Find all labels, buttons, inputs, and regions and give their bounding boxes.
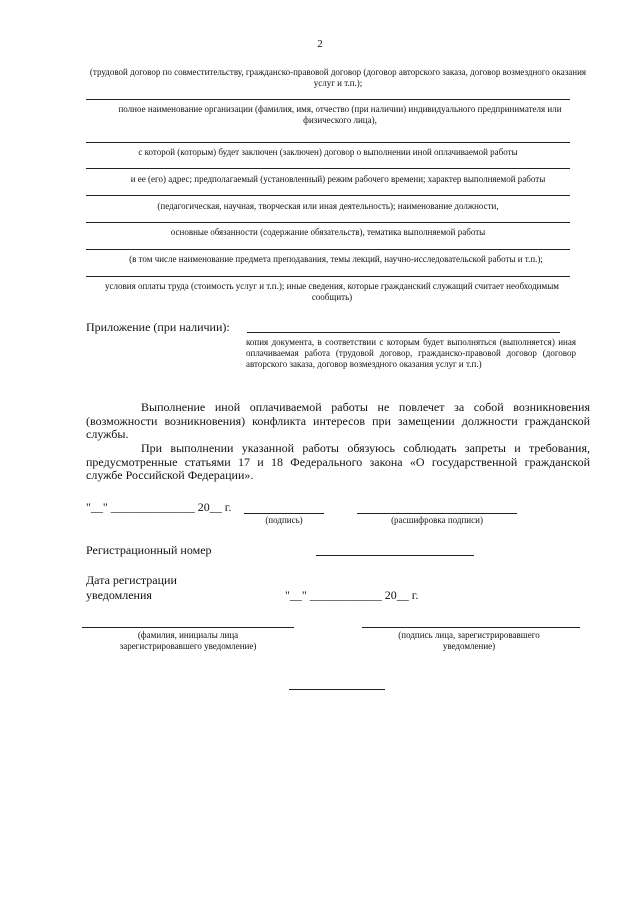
registration-date-label-2: уведомления: [86, 588, 152, 602]
registrar-name-line: [82, 627, 294, 628]
signature-caption: (подпись): [265, 515, 303, 525]
caption-activity-position: (педагогическая, научная, творческая или иная деятельность); наименование должности,: [157, 201, 499, 211]
registrar-sign-caption: (подпись лица, зарегистрировавшего уведомление): [398, 630, 540, 651]
fill-line: [86, 249, 570, 250]
signature-decode-caption: (расшифровка подписи): [391, 515, 483, 525]
signature-line: [244, 513, 324, 514]
page-number: 2: [317, 38, 323, 50]
caption-organization: полное наименование организации (фамилия, имя, отчество (при наличии) индивидуального предпринимателя или физического лица),: [118, 104, 562, 125]
caption-subjects: (в том числе наименование предмета преподавания, темы лекций, научно-исследовательской работы и т.п.);: [129, 254, 543, 264]
closing-rule: [289, 689, 385, 690]
registration-number-line: [316, 555, 474, 556]
registration-date-line: "__" ____________ 20__ г.: [285, 588, 419, 602]
fill-line: [86, 222, 570, 223]
registrar-name-caption: (фамилия, инициалы лица зарегистрировавшего уведомление): [119, 630, 257, 651]
appendix-note: копия документа, в соответствии с которым будет выполняться (выполняется) иная оплачиваемая работа (трудовой договор, гражданско-правовой договор (договор авторского заказа, договор возмездного оказания услуг и т.п.): [246, 337, 576, 370]
registration-number-label: Регистрационный номер: [86, 543, 212, 557]
caption-duties: основные обязанности (содержание обязательств), тематика выполняемой работы: [170, 227, 486, 237]
appendix-label: Приложение (при наличии):: [86, 320, 230, 334]
caption-counterparty: с которой (которым) будет заключен (заключен) договор о выполнении иной оплачиваемой работы: [138, 147, 518, 157]
registration-date-label: Дата регистрации: [86, 573, 177, 587]
caption-payment-other: условия оплаты труда (стоимость услуг и т.п.); иные сведения, которые гражданский служащий считает необходимым сообщить): [105, 281, 559, 302]
paragraph-no-conflict: Выполнение иной оплачиваемой работы не повлечет за собой возникновения (возможности возникновения) конфликта интересов при замещении должности гражданской службы.: [86, 400, 590, 441]
signature-decode-line: [357, 513, 517, 514]
fill-line: [86, 276, 570, 277]
appendix-fill-line: [247, 332, 560, 333]
fill-line: [86, 142, 570, 143]
paragraph-obligations: При выполнении указанной работы обязуюсь соблюдать запреты и требования, предусмотренные статьями 17 и 18 Федерального закона «О государственной гражданской службе Российской Федерации».: [86, 441, 590, 482]
fill-line: [86, 168, 570, 169]
fill-line: [86, 99, 570, 100]
signature-date-line: "__" ______________ 20__ г.: [86, 500, 232, 514]
caption-contract-type: (трудовой договор по совместительству, гражданско-правовой договор (договор авторского заказа, договор возмездного оказания услуг и т.п.);: [89, 67, 587, 88]
registrar-sign-line: [362, 627, 580, 628]
caption-address-regime: и ее (его) адрес; предполагаемый (установленный) режим рабочего времени; характер выполняемой работы: [130, 174, 546, 184]
fill-line: [86, 195, 570, 196]
